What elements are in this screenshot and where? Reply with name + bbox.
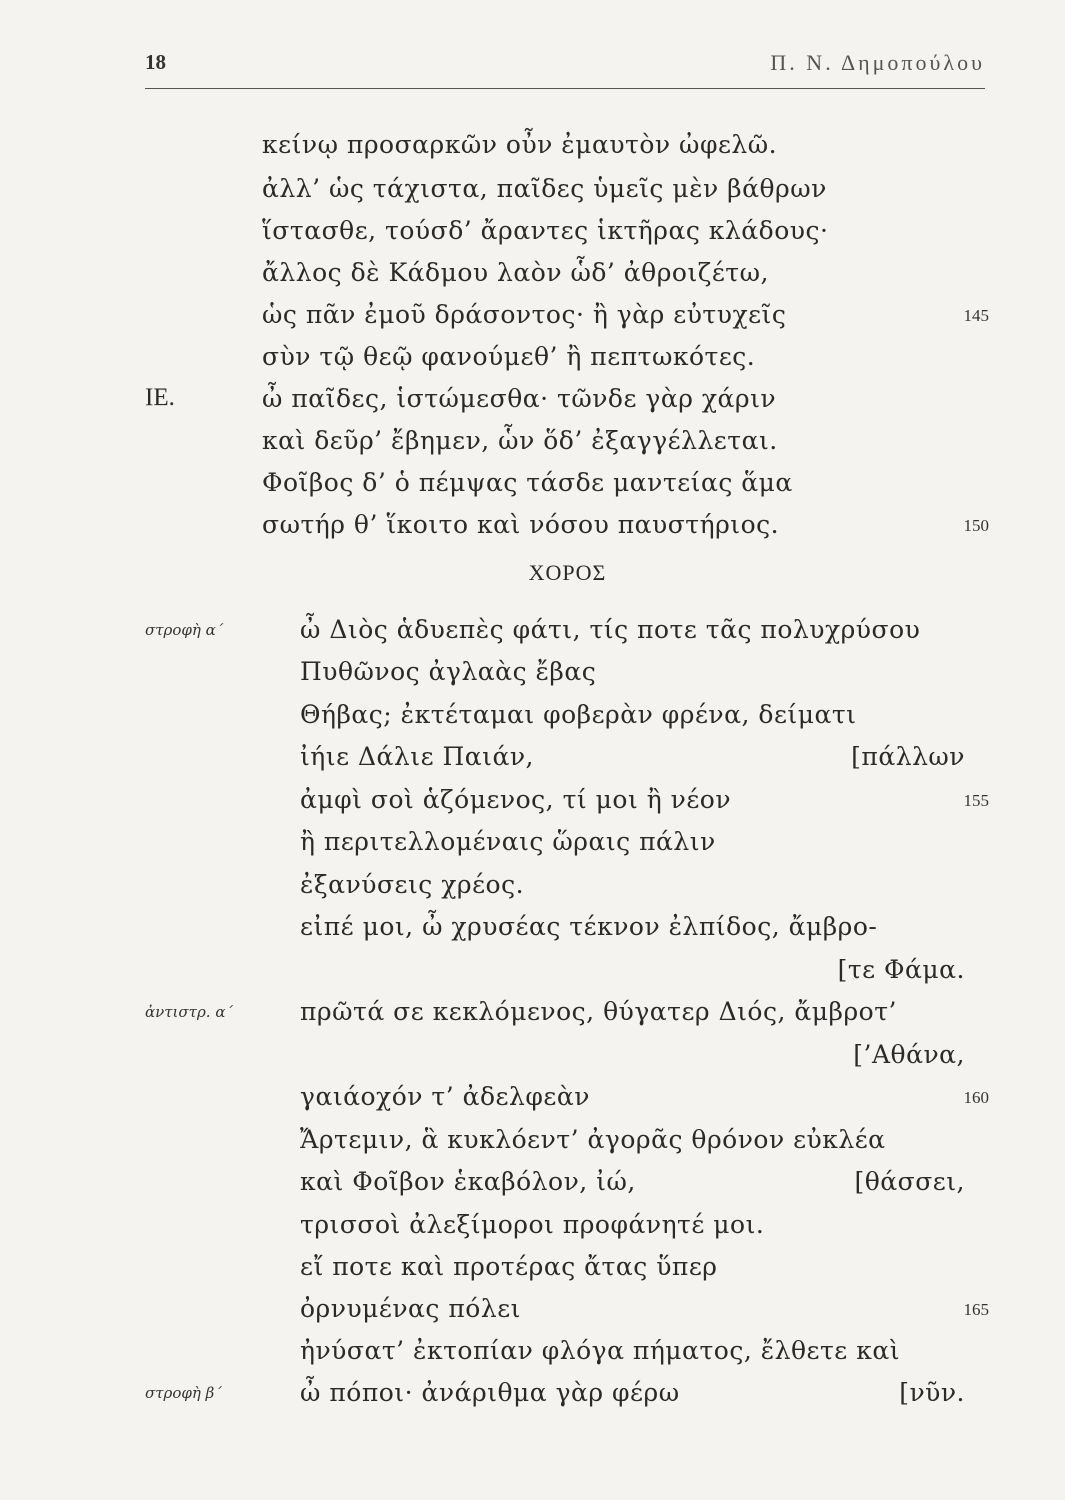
section-title: ΧΟΡΟΣ [528,560,607,585]
strophe-label: στροφὴ β΄ [145,1384,222,1402]
verse-line [0,342,1065,382]
verse-text: ἢ περιτελλομέναις ὥραις πάλιν [300,827,716,856]
verse-text: σωτήρ θ’ ἵκοιτο καὶ νόσου παυστήριος. [262,510,780,539]
verse-text: ὦ πόποι· ἀνάριθμα γὰρ φέρω [300,1378,680,1407]
verse-text: ἀλλ’ ὡς τάχιστα, παῖδες ὑμεῖς μὲν βάθρων [262,174,827,203]
verse-text: ἄλλος δὲ Κάδμου λαὸν ὧδ’ ἀθροιζέτω, [262,258,769,287]
verse-text: καὶ δεῦρ’ ἔβημεν, ὧν ὅδ’ ἐξαγγέλλεται. [262,426,778,455]
verse-line [0,130,1065,170]
verse-text: ἠνύσατ’ ἐκτοπίαν φλόγα πήματος, ἔλθετε καὶ [300,1336,901,1365]
verse-line [0,426,1065,466]
verse-line [0,1210,1065,1250]
verse-line [0,216,1065,256]
verse-text: Ἄρτεμιν, ἃ κυκλόεντ’ ἀγορᾶς θρόνον εὐκλέα [300,1125,886,1154]
line-number: 155 [963,791,989,810]
line-number: 165 [963,1300,989,1319]
verse-line [0,1125,1065,1165]
verse-line [0,955,1065,995]
verse-text: ἵστασθε, τούσδ’ ἄραντες ἱκτῆρας κλάδους· [262,216,829,245]
verse-continuation: [θάσσει, [854,1167,965,1196]
verse-text: ὦ Διὸς ἁδυεπὲς φάτι, τίς ποτε τᾶς πολυχρύσου [300,615,921,644]
verse-text: ὡς πᾶν ἐμοῦ δράσοντος· ἢ γὰρ εὐτυχεῖς [262,300,787,329]
verse-line [0,258,1065,298]
verse-text: γαιάοχόν τ’ ἀδελφεὰν [300,1082,590,1111]
verse-continuation: [’Αθάνα, [853,1040,965,1069]
verse-line [0,468,1065,508]
verse-text: Πυθῶνος ἀγλαὰς ἔβας [300,657,597,686]
verse-text: κείνῳ προσαρκῶν οὖν ἐμαυτὸν ὠφελῶ. [262,130,778,159]
verse-continuation: [νῦν. [899,1378,965,1407]
verse-line [0,174,1065,214]
strophe-label: ἀντιστρ. α΄ [145,1003,233,1021]
line-number: 145 [963,306,989,325]
verse-line [0,742,1065,782]
verse-text: εἰπέ μοι, ὦ χρυσέας τέκνον ἐλπίδος, ἄμβρο- [300,912,878,941]
verse-continuation: [πάλλων [851,742,965,771]
verse-text: ἰήιε Δάλιε Παιάν, [300,742,534,771]
verse-text: ἐξανύσεις χρέος. [300,870,525,899]
verse-text: εἴ ποτε καὶ προτέρας ἄτας ὕπερ [300,1252,718,1281]
verse-line [0,1167,1065,1207]
verse-line [0,1040,1065,1080]
speaker-label: ΙΕ. [145,384,175,411]
page-number: 18 [145,50,166,74]
verse-line [0,384,1065,424]
verse-text: τρισσοὶ ἀλεξίμοροι προφάνητέ μοι. [300,1210,765,1239]
verse-line [0,1294,1065,1334]
verse-line [0,300,1065,340]
verse-line [0,510,1065,550]
verse-continuation: [τε Φάμα. [837,955,965,984]
strophe-label: στροφὴ α΄ [145,621,224,639]
verse-text: πρῶτά σε κεκλόμενος, θύγατερ Διός, ἄμβροτ’ [300,997,897,1026]
verse-line [0,1378,1065,1418]
verse-text: ὀρνυμένας πόλει [300,1294,521,1323]
verse-line [0,657,1065,697]
verse-text: σὺν τῷ θεῷ φανούμεθ’ ἢ πεπτωκότες. [262,342,756,371]
verse-line [0,1336,1065,1376]
line-number: 160 [963,1088,989,1107]
verse-line [0,785,1065,825]
verse-text: Φοῖβος δ’ ὁ πέμψας τάσδε μαντείας ἅμα [262,468,793,497]
line-number: 150 [963,516,989,535]
verse-line [0,1252,1065,1292]
verse-line [0,870,1065,910]
verse-line [0,827,1065,867]
running-head: Π. Ν. Δημοπούλου [770,50,985,75]
verse-line [0,615,1065,655]
verse-text: ὦ παῖδες, ἱστώμεσθα· τῶνδε γὰρ χάριν [262,384,777,413]
verse-text: ἀμφὶ σοὶ ἁζόμενος, τί μοι ἢ νέον [300,785,732,814]
verse-line [0,700,1065,740]
verse-text: Θήβας; ἐκτέταμαι φοβερὰν φρένα, δείματι [300,700,857,729]
verse-line [0,1082,1065,1122]
page-header [145,40,985,89]
verse-text: καὶ Φοῖβον ἑκαβόλον, ἰώ, [300,1167,636,1196]
verse-line [0,912,1065,952]
verse-line [0,997,1065,1037]
